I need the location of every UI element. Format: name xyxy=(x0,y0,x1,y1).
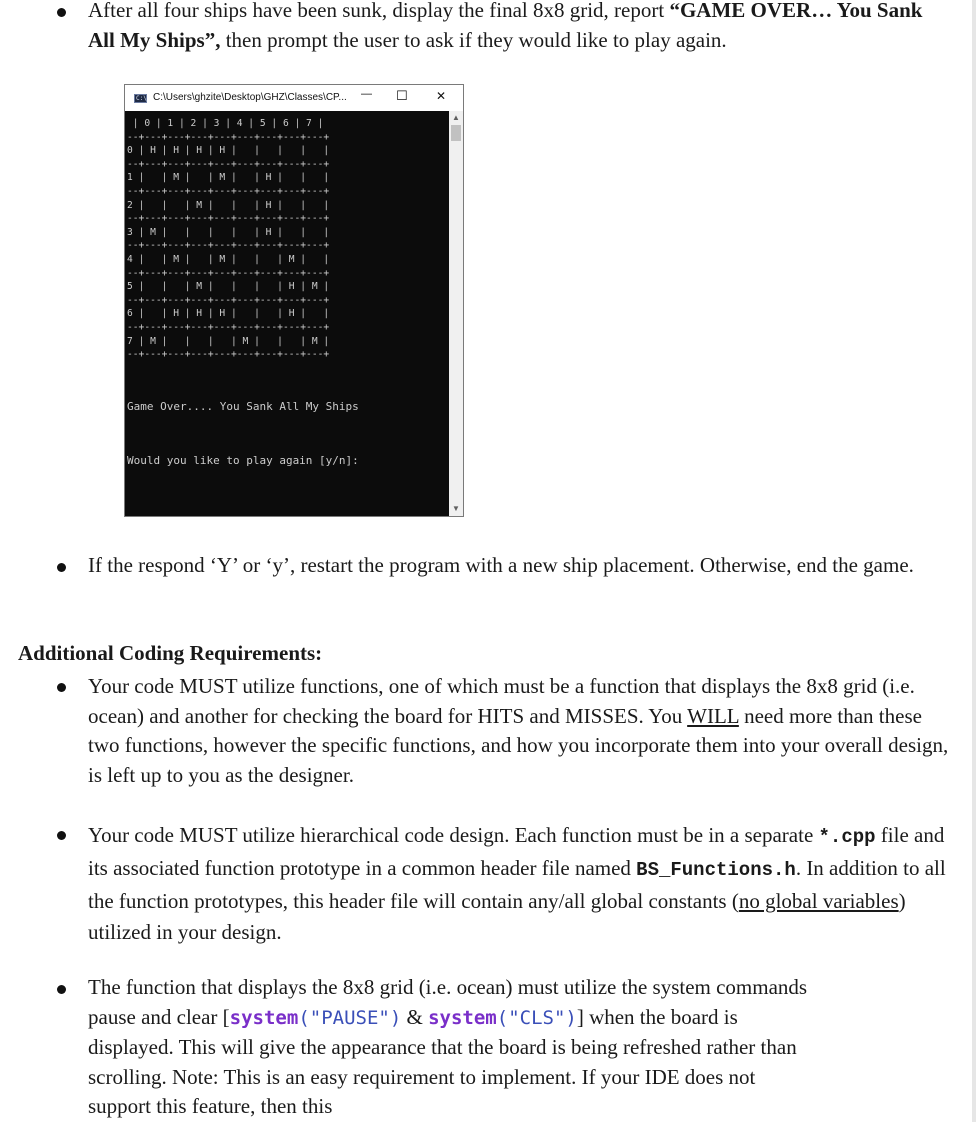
section-heading: Additional Coding Requirements: xyxy=(18,641,323,665)
bullet-marker xyxy=(57,8,66,17)
underlined-no-global: no global variables xyxy=(738,889,899,913)
code-system: system xyxy=(229,1006,299,1029)
ampersand: & xyxy=(401,1004,429,1029)
code-system: system xyxy=(428,1006,497,1029)
bullet-marker xyxy=(57,831,66,840)
header-file-name: BS_Functions.h xyxy=(636,859,796,881)
minimize-icon[interactable]: — xyxy=(361,88,372,100)
close-icon[interactable]: ✕ xyxy=(436,89,447,103)
console-window xyxy=(124,84,464,517)
console-titlebar xyxy=(125,85,463,111)
bullet-marker xyxy=(57,985,66,994)
bullet-marker xyxy=(57,563,66,572)
paragraph-text: need more than these two functions, however the specific functions, and how you incorporate them into your overall design, is left up to you as the designer. xyxy=(88,703,949,787)
console-app-icon: C:\ xyxy=(136,95,147,102)
paragraph-text: . In addition to all the function prototypes, this header file will contain any/all global constants ( xyxy=(88,856,946,913)
paragraph-text: ] when the board is displayed. This will give the appearance that the board is being refreshed rather than scrolling. Note: This is an easy requirement to implement. If your IDE does not support this feature, then this xyxy=(88,1004,797,1118)
paragraph-system-commands-requirement xyxy=(88,973,808,1122)
battleship-grid: | 0 | 1 | 2 | 3 | 4 | 5 | 6 | 7 | --+---+---+---+---+---+---+---+---+ 0 | H | H | H | H | | | | | --+---+---+---+---+---+---+---+---+ 1 | | M | | M | | H | | | --+---+---+---+---+---+---+---+---+ 2 | | | M | | | H | | | --+---+---+---+---+---+---+---+---+ 3 | M | | | | | H | | | --+---+---+---+---+---+---+---+---+ 4 | | M | | M | | | M | | --+---+---+---+---+---+---+---+---+ 5 | | | M | | | | H | M | --+---+---+---+---+---+---+---+---+ 6 | | H | H | H | | | H | | --+---+---+---+---+---+---+---+---+ 7 | M | | | | M | | | M | --+---+---+---+---+---+---+---+---+ xyxy=(127,118,330,361)
console-screen xyxy=(125,111,449,516)
paragraph-game-over-requirement xyxy=(88,0,938,55)
paragraph-hierarchical-requirement xyxy=(88,820,948,948)
scrollbar-thumb[interactable] xyxy=(451,125,461,141)
paragraph-restart-requirement: If the respond ‘Y’ or ‘y’, restart the program with a new ship placement. Otherwise, end the game. xyxy=(88,553,914,577)
game-over-message: Game Over.... You Sank All My Ships xyxy=(127,400,359,413)
paragraph-text: ) utilized in your design. xyxy=(88,889,906,944)
paragraph-text: The function that displays the 8x8 grid (i.e. ocean) must utilize the system commands pause and clear [ xyxy=(88,975,808,1029)
scroll-up-icon[interactable]: ▲ xyxy=(452,113,460,122)
cpp-extension: *.cpp xyxy=(818,826,876,848)
bold-quote: “GAME OVER… You Sank All My Ships”, xyxy=(88,0,923,52)
page-edge xyxy=(972,0,976,1122)
play-again-prompt: Would you like to play again [y/n]: xyxy=(127,454,359,467)
paragraph-text: Your code MUST utilize hierarchical code design. Each function must be in a separate xyxy=(88,823,819,847)
bullet-marker xyxy=(57,683,66,692)
scroll-down-icon[interactable]: ▼ xyxy=(452,504,460,513)
console-title: C:\Users\ghzite\Desktop\GHZ\Classes\CP... xyxy=(153,92,347,103)
console-scrollbar[interactable] xyxy=(449,111,463,516)
paragraph-text: After all four ships have been sunk, display the final 8x8 grid, report xyxy=(88,0,670,22)
paragraph-functions-requirement xyxy=(88,672,958,790)
maximize-icon[interactable]: ☐ xyxy=(396,88,408,103)
code-cls-arg: ("CLS") xyxy=(496,1006,577,1029)
paragraph-text: then prompt the user to ask if they would like to play again. xyxy=(220,27,727,52)
code-pause-arg: ("PAUSE") xyxy=(298,1006,402,1029)
paragraph-text: Your code MUST utilize functions, one of which must be a function that displays the 8x8 grid (i.e. ocean) and another for checking the board for HITS and MISSES. You xyxy=(88,674,915,728)
underlined-will: WILL xyxy=(687,703,739,728)
paragraph-text: file and its associated function prototype in a common header file named xyxy=(88,823,945,880)
